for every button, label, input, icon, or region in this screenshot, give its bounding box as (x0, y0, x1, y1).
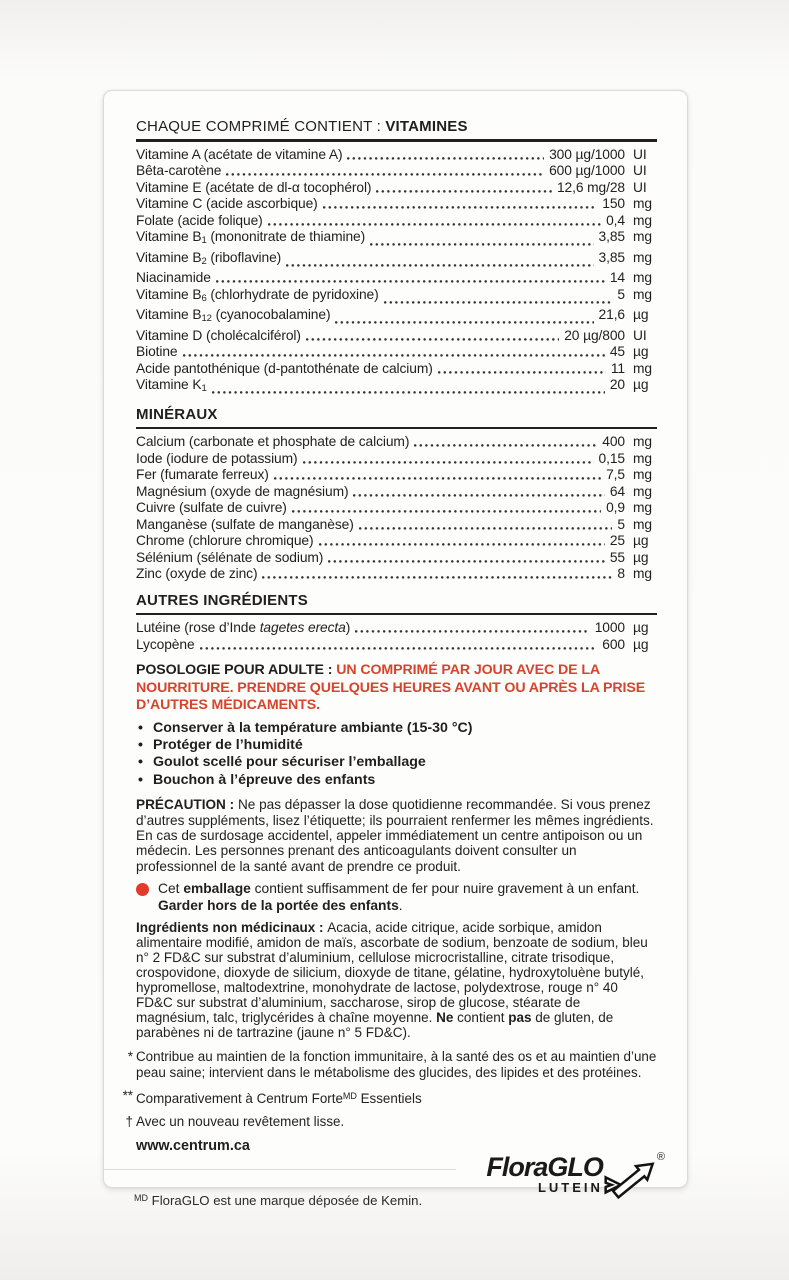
text-segment: (cyanocobalamine) (211, 307, 331, 323)
ingredient-name (136, 434, 409, 451)
amount-unit: UI (633, 179, 647, 195)
text-segment: 1 (201, 383, 207, 395)
amount-value: 12,6 mg/28 (556, 179, 625, 195)
ingredient-name (136, 361, 433, 378)
amount-value: 3,85 (598, 229, 625, 245)
amount-unit: mg (633, 516, 652, 532)
ingredient-name (136, 213, 263, 230)
section-rule (136, 139, 657, 142)
ingredient-name (136, 229, 365, 250)
growth-arrow-icon (604, 1156, 656, 1202)
text-segment: Biotine (136, 344, 178, 360)
amount-value: 8 (617, 566, 625, 582)
amount-unit: UI (633, 146, 647, 162)
amount-value: 11 (610, 360, 625, 376)
ingredient-row (136, 229, 657, 250)
ingredient-row (136, 517, 657, 534)
dotted-leader (323, 206, 598, 209)
bullet-icon: • (138, 754, 143, 771)
amount-unit: µg (633, 344, 649, 360)
amount-value: 300 µg/1000 (549, 146, 625, 162)
text-segment: Ne (436, 1009, 454, 1025)
amount-value: 55 (609, 549, 625, 565)
amount-unit: µg (633, 549, 649, 565)
amount-unit: µg (633, 533, 649, 549)
text-segment: Acide pantothénique (d-pantothénate de calcium) (136, 360, 433, 376)
text-segment: Vitamine B (136, 286, 202, 302)
amount-unit: µg (633, 620, 649, 636)
text-segment: 2 (201, 255, 207, 267)
text-segment: Avec un nouveau revêtement lisse. (136, 1113, 345, 1129)
text-segment: 6 (201, 292, 207, 304)
section-rule (136, 427, 657, 430)
text-segment: Bêta-carotène (136, 163, 222, 179)
ingredient-name (136, 147, 342, 164)
dotted-leader (359, 527, 613, 530)
ingredient-name (136, 307, 330, 328)
iron-warning-text (158, 881, 639, 912)
amount-unit: mg (633, 249, 652, 265)
amount-value: 150 (602, 196, 625, 212)
ingredient-name (136, 163, 221, 180)
dotted-leader (319, 543, 605, 546)
footnote-text (136, 1091, 422, 1106)
iron-warning (136, 881, 657, 914)
ingredient-name (136, 566, 257, 583)
amount-unit: UI (633, 327, 647, 343)
precaution-paragraph (136, 797, 657, 874)
text-segment: UN COMPRIMÉ PAR JOUR AVEC DE LA NOURRITURE. PRENDRE QUELQUES HEURES AVANT OU APRÈS LA PRISE D’AUTRES MÉDICAMENTS. (136, 662, 646, 714)
text-segment: pas (508, 1009, 532, 1025)
text-segment: Chrome (chlorure chromique) (136, 533, 314, 549)
amount-unit: mg (633, 196, 652, 212)
non-medicinal-ingredients (136, 920, 657, 1040)
brand-flora: Flora (486, 1151, 548, 1182)
text-segment: CHAQUE COMPRIMÉ CONTIENT : (136, 118, 386, 135)
floraglo-logo (486, 1150, 665, 1202)
dotted-leader (355, 630, 589, 633)
dotted-leader (226, 173, 544, 176)
text-segment: Ingrédients non médicinaux : (136, 919, 328, 935)
dotted-leader (286, 264, 593, 267)
ingredient-name (136, 250, 281, 271)
dotted-leader (183, 354, 605, 357)
dotted-leader (384, 301, 613, 304)
amount-value: 0,9 (606, 500, 625, 516)
dotted-leader (212, 391, 605, 394)
text-segment: Vitamine D (cholécalciférol) (136, 327, 301, 343)
footnote (122, 1087, 657, 1107)
text-segment: contient suffisamment de fer pour nuire gravement à un enfant. (250, 881, 640, 897)
text-segment: Vitamine B (136, 307, 202, 323)
amount-value: 1000 (594, 620, 625, 636)
text-segment: Iode (iodure de potassium) (136, 450, 298, 466)
footnote-marker: † (125, 1113, 133, 1129)
ingredient-name (136, 500, 287, 517)
text-segment: 12 (201, 313, 212, 325)
text-segment: Calcium (carbonate et phosphate de calcium) (136, 434, 410, 450)
amount-value: 20 µg/800 (564, 327, 625, 343)
storage-bullet-item (136, 720, 657, 737)
amount-value: 21,6 (598, 307, 625, 323)
other-ingredients-heading (136, 592, 657, 610)
amount-unit: µg (633, 307, 649, 323)
dotted-leader (414, 444, 597, 447)
bullet-text: Conserver à la température ambiante (15-30 °C) (153, 719, 473, 736)
ingredient-name (136, 517, 354, 534)
ingredient-row (136, 637, 657, 654)
text-segment: Cuivre (sulfate de cuivre) (136, 500, 287, 516)
ingredient-row (136, 550, 657, 567)
amount-unit: mg (633, 286, 652, 302)
text-segment: (riboflavine) (206, 249, 282, 265)
red-dot-icon (136, 883, 149, 896)
text-segment: ) (345, 620, 351, 636)
amount-unit: mg (633, 270, 652, 286)
footnote-marker: * (127, 1048, 133, 1064)
ingredient-row (136, 270, 657, 287)
amount-unit: mg (633, 500, 652, 516)
text-segment: AUTRES INGRÉDIENTS (136, 591, 308, 609)
amount-value: 14 (609, 270, 625, 286)
ingredient-name (136, 328, 301, 345)
amount-value: 0,15 (598, 450, 625, 466)
lutein-subtext: LUTEIN (537, 1179, 603, 1195)
dotted-leader (335, 321, 593, 324)
ingredient-row (136, 484, 657, 501)
ingredient-row (136, 163, 657, 180)
ingredient-name (136, 287, 379, 308)
text-segment: Cet (158, 881, 184, 897)
text-segment: PRÉCAUTION : (136, 797, 238, 813)
ingredient-name (136, 377, 207, 398)
text-segment: Vitamine C (acide ascorbique) (136, 196, 318, 212)
dotted-leader (347, 157, 544, 160)
footnote-marker: ** (122, 1087, 133, 1103)
amount-unit: mg (633, 483, 652, 499)
amount-value: 20 (609, 377, 625, 393)
text-segment: VITAMINES (385, 118, 468, 135)
amount-value: 5 (617, 516, 625, 532)
text-segment: Folate (acide folique) (136, 212, 263, 228)
floraglo-brand-text (486, 1151, 603, 1182)
ingredient-row (136, 451, 657, 468)
amount-unit: mg (633, 450, 652, 466)
text-segment: Essentiels (356, 1090, 422, 1106)
ingredient-name (136, 451, 298, 468)
amount-unit: UI (633, 163, 647, 179)
ingredient-row (136, 434, 657, 451)
amount-value: 7,5 (606, 467, 625, 483)
dotted-leader (303, 461, 594, 464)
text-segment: Vitamine B (136, 229, 202, 245)
ingredient-row (136, 566, 657, 583)
website-url: www.centrum.ca (136, 1137, 250, 1154)
label-crease-line (104, 1169, 456, 1171)
text-segment: Fer (fumarate ferreux) (136, 467, 269, 483)
text-segment: Zinc (oxyde de zinc) (136, 566, 258, 582)
bullet-text: Protéger de l’humidité (153, 736, 303, 753)
ingredient-row (136, 328, 657, 345)
registered-trademark-symbol: ® (656, 1150, 665, 1163)
ingredient-row (136, 147, 657, 164)
amount-unit: mg (633, 434, 652, 450)
text-segment: Lycopène (136, 636, 195, 652)
label-footer (134, 1150, 665, 1210)
amount-unit: mg (633, 360, 652, 376)
floraglo-wordmark (486, 1151, 603, 1195)
dotted-leader (376, 190, 552, 193)
storage-instructions-list (136, 720, 657, 790)
text-segment: de gluten, de parabènes ni de tartrazine (jaune n° 5 FD&C). (136, 1009, 614, 1040)
dotted-leader (438, 371, 606, 374)
text-segment: Vitamine A (acétate de vitamine A) (136, 146, 343, 162)
ingredient-row (136, 250, 657, 271)
amount-unit: mg (633, 467, 652, 483)
ingredient-name (136, 484, 348, 501)
text-segment: MD (134, 1192, 148, 1203)
text-segment: (chlorhydrate de pyridoxine) (206, 286, 379, 302)
storage-bullet-item (136, 754, 657, 771)
bullet-text: Bouchon à l’épreuve des enfants (153, 771, 376, 788)
dotted-leader (370, 243, 593, 246)
ingredient-name (136, 180, 371, 197)
dotted-leader (353, 494, 604, 497)
dosage-directions (136, 662, 657, 714)
text-segment: Garder hors de la portée des enfants (158, 897, 399, 913)
bullet-text: Goulot scellé pour sécuriser l’emballage (153, 754, 426, 771)
section-rule (136, 613, 657, 616)
text-segment: . (398, 897, 403, 913)
ingredient-name (136, 344, 178, 361)
amount-value: 600 (602, 636, 625, 652)
amount-value: 64 (609, 483, 625, 499)
dotted-leader (216, 280, 605, 283)
text-segment: Niacinamide (136, 270, 211, 286)
ingredient-row (136, 287, 657, 308)
text-segment: 1 (201, 235, 207, 247)
amount-value: 400 (602, 434, 625, 450)
supplement-facts-label (103, 90, 688, 1208)
text-segment: MD (342, 1090, 357, 1101)
text-segment: Lutéine (rose d’Inde (136, 620, 260, 636)
text-segment: FloraGLO est une marque déposée de Kemin. (148, 1192, 423, 1208)
text-segment: MINÉRAUX (136, 405, 218, 423)
ingredient-name (136, 550, 323, 567)
text-segment: Magnésium (oxyde de magnésium) (136, 483, 349, 499)
amount-unit: mg (633, 566, 652, 582)
storage-bullet-item (136, 737, 657, 754)
storage-bullet-item (136, 772, 657, 789)
ingredient-name (136, 533, 314, 550)
text-segment: Manganèse (sulfate de manganèse) (136, 516, 354, 532)
ingredient-row (136, 344, 657, 361)
vitamins-heading (136, 118, 657, 136)
ingredient-row (136, 377, 657, 398)
trademark-note (134, 1193, 422, 1208)
text-segment: Sélénium (sélénate de sodium) (136, 549, 324, 565)
amount-unit: mg (633, 229, 652, 245)
footnote (127, 1048, 657, 1081)
other-ingredients-table (136, 620, 657, 653)
minerals-heading (136, 406, 657, 424)
ingredient-row (136, 500, 657, 517)
amount-value: 3,85 (598, 249, 625, 265)
amount-unit: µg (633, 636, 649, 652)
ingredient-row (136, 467, 657, 484)
amount-value: 5 (617, 286, 625, 302)
amount-value: 600 µg/1000 (549, 163, 625, 179)
ingredient-row (136, 213, 657, 230)
text-segment: Comparativement à Centrum Forte (136, 1090, 343, 1106)
ingredient-row (136, 620, 657, 637)
text-segment: contient (453, 1009, 509, 1025)
dotted-leader (274, 477, 601, 480)
amount-unit: µg (633, 377, 649, 393)
ingredient-name (136, 270, 211, 287)
footnote (125, 1113, 657, 1130)
amount-value: 0,4 (606, 212, 625, 228)
text-segment: Vitamine K (136, 377, 202, 393)
bullet-icon: • (138, 719, 143, 736)
text-segment: Vitamine B (136, 249, 202, 265)
text-segment: Ne pas dépasser la dose quotidienne recommandée. Si vous prenez d’autres suppléments, lisez l’étiquette; ils pourraient renfermer les mêmes ingrédients. En cas de surdosage accidentel, appeler immédiatement un centre antipoison ou un médecin. Les personnes prenant des anticoagulants doivent consulter un professionnel de la santé avant de prendre ce produit. (136, 797, 654, 874)
dotted-leader (268, 223, 601, 226)
text-segment: tagetes erecta (259, 620, 346, 636)
ingredient-row (136, 307, 657, 328)
ingredient-row (136, 196, 657, 213)
vitamins-table (136, 147, 657, 398)
ingredient-row (136, 533, 657, 550)
ingredient-row (136, 361, 657, 378)
ingredient-name (136, 467, 269, 484)
text-segment: (mononitrate de thiamine) (206, 229, 366, 245)
dotted-leader (306, 338, 559, 341)
text-segment: Contribue au maintien de la fonction immunitaire, à la santé des os et au maintien d’une peau saine; intervient dans le métabolisme des glucides, des lipides et des protéines. (136, 1048, 657, 1080)
text-segment: POSOLOGIE POUR ADULTE : (136, 662, 337, 679)
dotted-leader (262, 576, 612, 579)
dotted-leader (292, 510, 601, 513)
bullet-icon: • (138, 771, 143, 788)
dotted-leader (328, 560, 605, 563)
dotted-leader (200, 647, 598, 650)
text-segment: Vitamine E (acétate de dl-α tocophérol) (136, 179, 372, 195)
amount-value: 25 (609, 533, 625, 549)
bullet-icon: • (138, 736, 143, 753)
amount-value: 45 (609, 344, 625, 360)
amount-unit: mg (633, 212, 652, 228)
minerals-table (136, 434, 657, 583)
footnote-text (136, 1049, 656, 1080)
footnote-text (136, 1114, 344, 1129)
text-segment: emballage (183, 881, 251, 897)
text-segment: Acacia, acide citrique, acide sorbique, amidon alimentaire modifié, amidon de maïs, ascorbate de sodium, benzoate de sodium, bleu n° 2 FD&C sur substrat d’aluminium, cellulose microcristalline, citrate trisodique, crospovidone, dioxyde de silicium, dioxyde de titane, gélatine, hydroxytoluène butylé, hypromellose, maltodextrine, monohydrate de lactose, polydextrose, rouge n° 40 FD&C sur substrat d’aluminium, saccharose, sirop de glucose, stéarate de magnésium, talc, triglycérides à chaîne moyenne. (136, 919, 648, 1025)
ingredient-row (136, 180, 657, 197)
ingredient-name (136, 637, 195, 654)
ingredient-name (136, 196, 318, 213)
brand-glo: GLO (547, 1151, 603, 1182)
ingredient-name (136, 620, 350, 637)
footnotes (122, 1048, 657, 1130)
